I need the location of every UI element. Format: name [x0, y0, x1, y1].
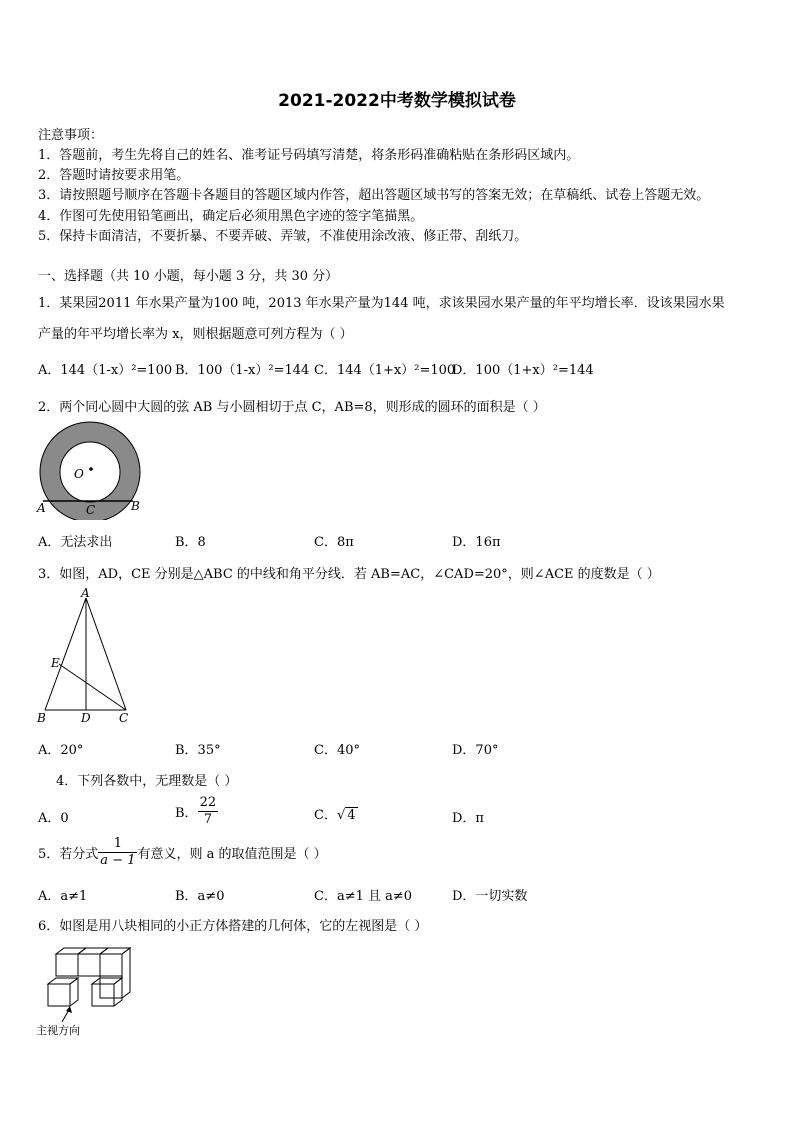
q5-option-c: C．a≠1 且 a≠0 [314, 889, 413, 904]
q4-option-c [314, 804, 358, 823]
notice-heading: 注意事项： [38, 128, 104, 143]
q4-fraction-numerator: 22 [199, 795, 217, 810]
q4-stem: 4．下列各数中，无理数是（ ） [56, 774, 238, 789]
notice-item-3: 3．请按照题号顺序在答题卡各题目的答题区域内作答，超出答题区域书写的答案无效；在草稿纸、试卷上答题无效。 [38, 188, 710, 203]
q3-triangle-figure [34, 585, 144, 727]
q2-option-a: A．无法求出 [38, 535, 113, 550]
q4-option-c-prefix: C． [314, 808, 337, 823]
q1-stem-line2: 产量的年平均增长率为 x，则根据题意可列方程为（ ） [38, 327, 353, 342]
q5-stem-suffix: 有意义，则 a 的取值范围是（ ） [137, 847, 327, 862]
q1-option-b: B．100（1-x）²=144 [175, 363, 310, 378]
q6-cubes-figure [34, 944, 144, 1040]
q3-option-d: D．70° [452, 743, 499, 758]
q5-option-b: B．a≠0 [175, 889, 225, 904]
q3-option-c: C．40° [314, 743, 360, 758]
q3-label-e: E [51, 656, 60, 670]
q3-stem: 3．如图，AD，CE 分别是△ABC 的中线和角平分线．若 AB=AC，∠CAD=20°，则∠ACE 的度数是（ ） [38, 567, 660, 582]
notice-item-2: 2．答题时请按要求用笔。 [38, 168, 190, 183]
notice-item-5: 5．保持卡面清洁，不要折暴、不要弄破、弄皱，不准使用涂改液、修正带、刮纸刀。 [38, 229, 528, 244]
q3-label-a: A [81, 586, 90, 600]
q4-sqrt [337, 808, 358, 823]
q1-option-c: C．144（1+x）²=100 [314, 363, 456, 378]
q4-sqrt-radicand: 4 [347, 808, 356, 823]
q3-option-b: B．35° [175, 743, 221, 758]
q4-option-a: A．0 [38, 811, 69, 826]
sqrt-symbol-icon: √ [336, 808, 346, 823]
q6-view-direction-label: 主视方向 [36, 1024, 80, 1037]
q5-fraction-numerator: 1 [98, 836, 137, 853]
q2-option-c: C．8π [314, 535, 354, 550]
q2-option-b: B．8 [175, 535, 206, 550]
q3-label-d: D [81, 711, 91, 725]
q2-option-d: D．16π [452, 535, 501, 550]
q5-fraction-denominator: a − 1 [100, 853, 136, 868]
q4-option-d: D．π [452, 811, 484, 826]
q1-option-d: D．100（1+x）²=144 [452, 363, 594, 378]
q5-option-a: A．a≠1 [38, 889, 88, 904]
q6-stem: 6．如图是用八块相同的小正方体搭建的几何体，它的左视图是（ ） [38, 919, 428, 934]
q2-annulus-figure [34, 420, 146, 520]
q3-label-b: B [37, 711, 46, 725]
page-title: 2021-2022中考数学模拟试卷 [278, 91, 516, 111]
q3-option-a: A．20° [38, 743, 84, 758]
q2-label-o: O [74, 467, 84, 481]
q4-option-b [175, 795, 218, 828]
q2-label-b: B [131, 499, 140, 513]
q5-fraction [98, 836, 137, 869]
q5-stem [38, 836, 327, 869]
q4-fraction-denominator: 7 [203, 812, 212, 827]
q5-option-d: D．一切实数 [452, 889, 528, 904]
q4-option-b-prefix: B． [175, 806, 198, 821]
notice-item-1: 1．答题前，考生先将自己的姓名、准考证号码填写清楚，将条形码准确粘贴在条形码区域内。 [38, 148, 580, 163]
q5-stem-prefix: 5．若分式 [38, 847, 99, 862]
q2-label-a: A [37, 501, 46, 515]
q1-option-a: A．144（1-x）²=100 [38, 363, 173, 378]
q2-label-c: C [86, 503, 96, 517]
section-heading: 一、选择题（共 10 小题，每小题 3 分，共 30 分） [38, 269, 339, 284]
q3-label-c: C [119, 711, 129, 725]
q1-stem-line1: 1．某果园2011 年水果产量为100 吨，2013 年水果产量为144 吨，求该果园水果产量的年平均增长率．设该果园水果 [38, 296, 725, 311]
q2-stem: 2．两个同心圆中大圆的弦 AB 与小圆相切于点 C，AB=8，则形成的圆环的面积是（ ） [38, 400, 546, 415]
notice-item-4: 4．作图可先使用铅笔画出，确定后必须用黑色字迹的签字笔描黑。 [38, 209, 424, 224]
q4-fraction [198, 795, 219, 828]
